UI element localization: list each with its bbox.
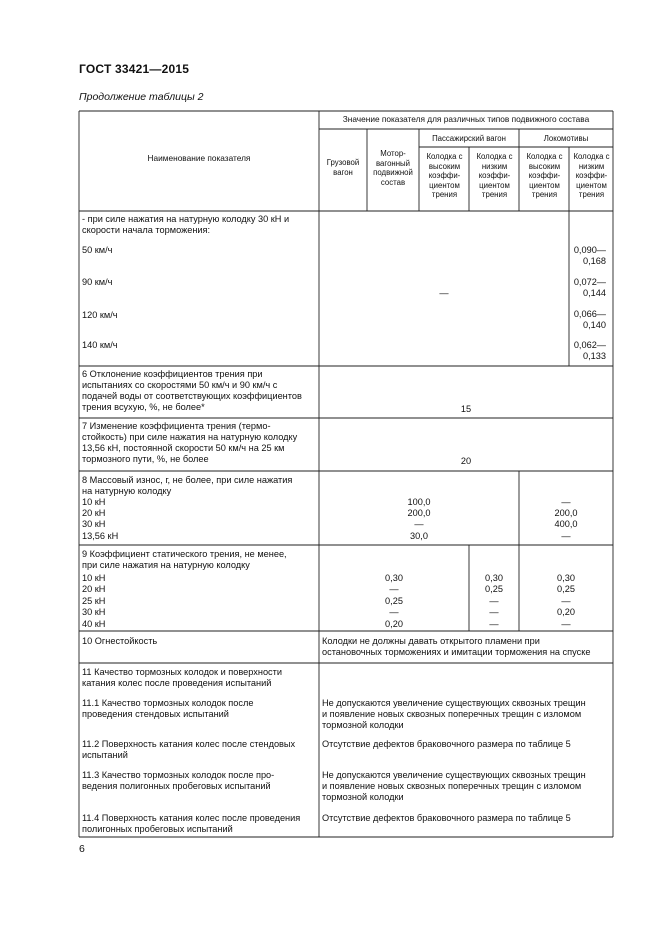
row5-value-90: 0,072— 0,144 (573, 277, 606, 298)
row9-item-20kn: 20 кН (82, 584, 106, 594)
row6-label: 6 Отклонение коэффициентов трения при испытаниях со скоростями 50 км/ч и 90 км/ч с подачей воды от соответствующих коэффициентов трения всухую, %, не более* (82, 369, 302, 412)
row11-4-label: 11.4 Поверхность катания колес после проведения полигонных пробеговых испытаний (82, 813, 301, 834)
row9-a-30kn: — (389, 607, 399, 617)
row9-b-20kn: 0,25 (485, 584, 503, 594)
row9-b-25kn: — (489, 596, 499, 606)
row9-a-40kn: 0,20 (385, 619, 403, 629)
row9-a-10kn: 0,30 (385, 573, 403, 583)
row11-2-value: Отсутствие дефектов браковочного размера по таблице 5 (322, 739, 571, 749)
row5-speed-120: 120 км/ч (82, 310, 118, 320)
row8-left-20kn: 200,0 (407, 508, 431, 518)
row11-4-value: Отсутствие дефектов браковочного размера по таблице 5 (322, 813, 571, 823)
row5-speed-90: 90 км/ч (82, 277, 113, 287)
row8-item-30kn: 30 кН (82, 519, 106, 529)
row7-label: 7 Изменение коэффициента трения (термо- стойкость) при силе нажатия на натурную колодку 13,56 кН, постоянной скорости 50 км/ч на 25 км тормозного пути, %, не более (82, 421, 298, 464)
row8-label: 8 Массовый износ, г, не более, при силе нажатия на натурную колодку (82, 475, 293, 496)
motor-car-header: Мотор- вагонный подвижной состав (373, 149, 413, 187)
row11-3-value: Не допускаются увеличение существующих сквозных трещин и появление новых сквозных поперечных трещин с изломом тормозной колодки (322, 770, 586, 802)
row11-1-label: 11.1 Качество тормозных колодок после проведения стендовых испытаний (82, 698, 254, 719)
row9-a-25kn: 0,25 (385, 596, 403, 606)
row8-left-30kn: — (414, 519, 424, 529)
values-span-header: Значение показателя для различных типов подвижного состава (342, 114, 590, 124)
row9-c-20kn: 0,25 (557, 584, 575, 594)
row5-value-140: 0,062— 0,133 (573, 340, 606, 361)
row8-right-10kn: — (561, 497, 571, 507)
row8-right-13-56kn: — (561, 531, 571, 541)
row11-1-value: Не допускаются увеличение существующих сквозных трещин и появление новых сквозных поперечных трещин с изломом тормозной колодки (322, 698, 586, 730)
row9-c-40kn: — (561, 619, 571, 629)
page-number: 6 (79, 843, 85, 855)
row5-speed-50: 50 км/ч (82, 245, 113, 255)
locomotive-high-coef-header: Колодка с высоким коэффи- циентом трения (526, 152, 563, 200)
row10-label: 10 Огнестойкость (82, 636, 158, 646)
row5-value-50: 0,090— 0,168 (573, 245, 606, 266)
row9-c-25kn: — (561, 596, 571, 606)
row8-item-10kn: 10 кН (82, 497, 106, 507)
row9-b-10kn: 0,30 (485, 573, 503, 583)
row9-b-30kn: — (489, 607, 499, 617)
row8-item-13-56kn: 13,56 кН (82, 531, 119, 541)
document-id: ГОСТ 33421—2015 (79, 62, 190, 76)
row8-right-20kn: 200,0 (554, 508, 578, 518)
row8-right-30kn: 400,0 (554, 519, 578, 529)
row9-label: 9 Коэффициент статического трения, не менее, при силе нажатия на натурную колодку (82, 549, 287, 570)
name-column-header: Наименование показателя (147, 153, 251, 163)
row9-c-30kn: 0,20 (557, 607, 575, 617)
table-continuation-caption: Продолжение таблицы 2 (79, 91, 204, 103)
passenger-high-coef-header: Колодка с высоким коэффи- циентом трения (426, 152, 463, 200)
row11-3-label: 11.3 Качество тормозных колодок после про- ведения полигонных пробеговых испытаний (82, 770, 275, 791)
row9-item-25kn: 25 кН (82, 596, 106, 606)
row5-value-120: 0,066— 0,140 (573, 309, 606, 330)
row11-label: 11 Качество тормозных колодок и поверхности катания колес после проведения испытаний (82, 667, 282, 688)
row8-left-10kn: 100,0 (407, 497, 431, 507)
passenger-low-coef-header: Колодка с низким коэффи- циентом трения (476, 152, 513, 200)
row9-b-40kn: — (489, 619, 499, 629)
row5-dash-value: — (439, 288, 449, 298)
row7-value: 20 (460, 456, 472, 466)
row9-a-20kn: — (389, 584, 399, 594)
row5-speed-140: 140 км/ч (82, 340, 118, 350)
row6-value: 15 (460, 404, 472, 414)
row9-item-40kn: 40 кН (82, 619, 106, 629)
freight-car-header: Грузовой вагон (326, 158, 360, 177)
row10-value: Колодки не должны давать открытого пламени при остановочных торможениях и имитации торможения на спуске (322, 636, 591, 657)
row11-2-label: 11.2 Поверхность катания колес после стендовых испытаний (82, 739, 296, 760)
row9-item-10kn: 10 кН (82, 573, 106, 583)
passenger-car-header: Пассажирский вагон (432, 134, 506, 143)
row5-intro: - при силе нажатия на натурную колодку 30 кН и скорости начала торможения: (82, 214, 290, 235)
locomotive-low-coef-header: Колодка с низким коэффи- циентом трения (573, 152, 610, 200)
row8-item-20kn: 20 кН (82, 508, 106, 518)
locomotives-header: Локомотивы (543, 134, 589, 143)
row9-item-30kn: 30 кН (82, 607, 106, 617)
row9-c-10kn: 0,30 (557, 573, 575, 583)
row8-left-13-56kn: 30,0 (410, 531, 428, 541)
